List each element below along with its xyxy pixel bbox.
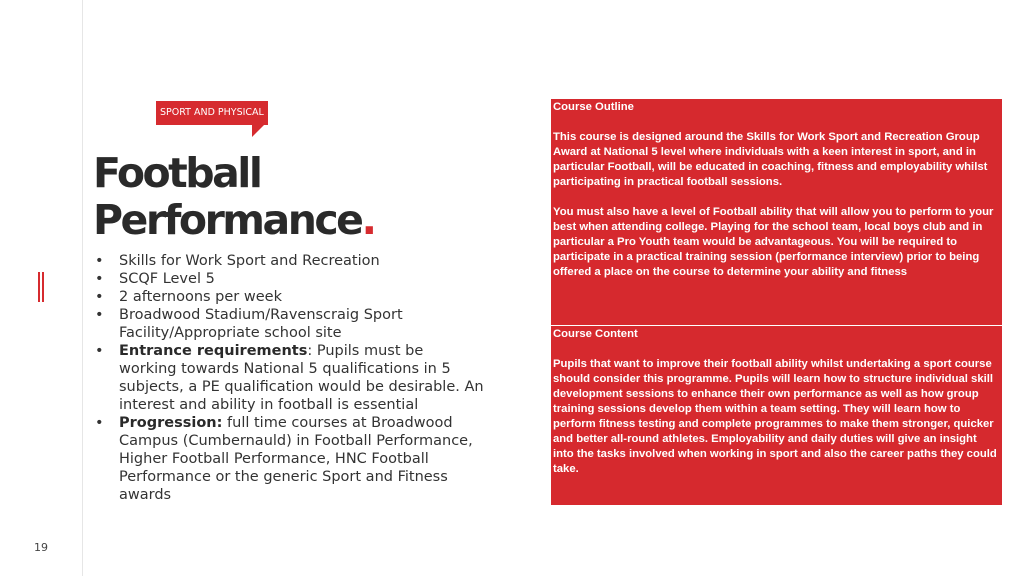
fact-text: Skills for Work Sport and Recreation	[119, 253, 380, 269]
bullet-icon: •	[95, 307, 104, 323]
course-content-paragraph: Pupils that want to improve their football ability whilst undertaking a sport course should consider this programme. Pupils will learn how to structure individual skill development sessions to enhance their own performance as well as how group training sessions develop them within a team setting. They will learn how to perform fitness testing and complete programmes to make them stronger, quicker and better all-round athletes. Employability and daily duties will give an insight into the tasks involved when working in sport and also the career paths they could take.	[553, 358, 997, 475]
list-item	[95, 252, 485, 270]
bullet-icon: •	[95, 415, 104, 431]
fact-text: Broadwood Stadium/Ravenscraig Sport Facility/Appropriate school site	[119, 307, 403, 341]
course-facts-list	[95, 252, 485, 504]
page-title	[93, 150, 375, 244]
list-item	[95, 414, 485, 504]
fact-text: full time courses at Broadwood Campus (Cumbernauld) in Football Performance, Higher Football Performance, HNC Football Performance or the generic Sport and Fitness awards	[119, 415, 473, 503]
course-outline-panel	[551, 99, 1002, 325]
fact-label: Progression:	[119, 415, 223, 431]
page-number: 19	[34, 541, 48, 554]
bullet-icon: •	[95, 253, 104, 269]
list-item	[95, 270, 485, 288]
fact-text: 2 afternoons per week	[119, 289, 282, 305]
course-outline-heading: Course Outline	[553, 101, 634, 113]
fact-text: SCQF Level 5	[119, 271, 215, 287]
decorative-bars	[38, 272, 44, 302]
course-outline-paragraph-2: You must also have a level of Football ability that will allow you to perform to your best when attending college. Playing for the school team, local boys club and in particular a Pro Youth team would be advantageous. You will be required to participate in a practical training session (performance interview) prior to being offered a place on the course to determine your ability and fitness	[553, 206, 994, 278]
list-item	[95, 342, 485, 414]
course-content-heading: Course Content	[553, 328, 638, 340]
category-tag: SPORT AND PHYSICAL	[156, 101, 268, 125]
course-content-panel	[551, 325, 1002, 505]
title-dot: .	[361, 196, 375, 244]
fact-label: Entrance requirements	[119, 343, 308, 359]
fact-text: : Pupils must be working towards National 5 qualifications in 5 subjects, a PE qualification would be desirable. An interest and ability in football is essential	[119, 343, 484, 413]
title-line-2: Performance	[93, 196, 362, 244]
title-line-1: Football	[93, 149, 261, 197]
list-item	[95, 288, 485, 306]
left-divider	[82, 0, 83, 576]
bullet-icon: •	[95, 271, 104, 287]
list-item	[95, 306, 485, 342]
bullet-icon: •	[95, 289, 104, 305]
category-tag-notch	[252, 125, 264, 137]
bullet-icon: •	[95, 343, 104, 359]
course-outline-paragraph-1: This course is designed around the Skills for Work Sport and Recreation Group Award at National 5 level where individuals with a keen interest in sport, and in particular Football, will be educated in coaching, fitness and employability whilst participating in practical football sessions.	[553, 131, 988, 188]
